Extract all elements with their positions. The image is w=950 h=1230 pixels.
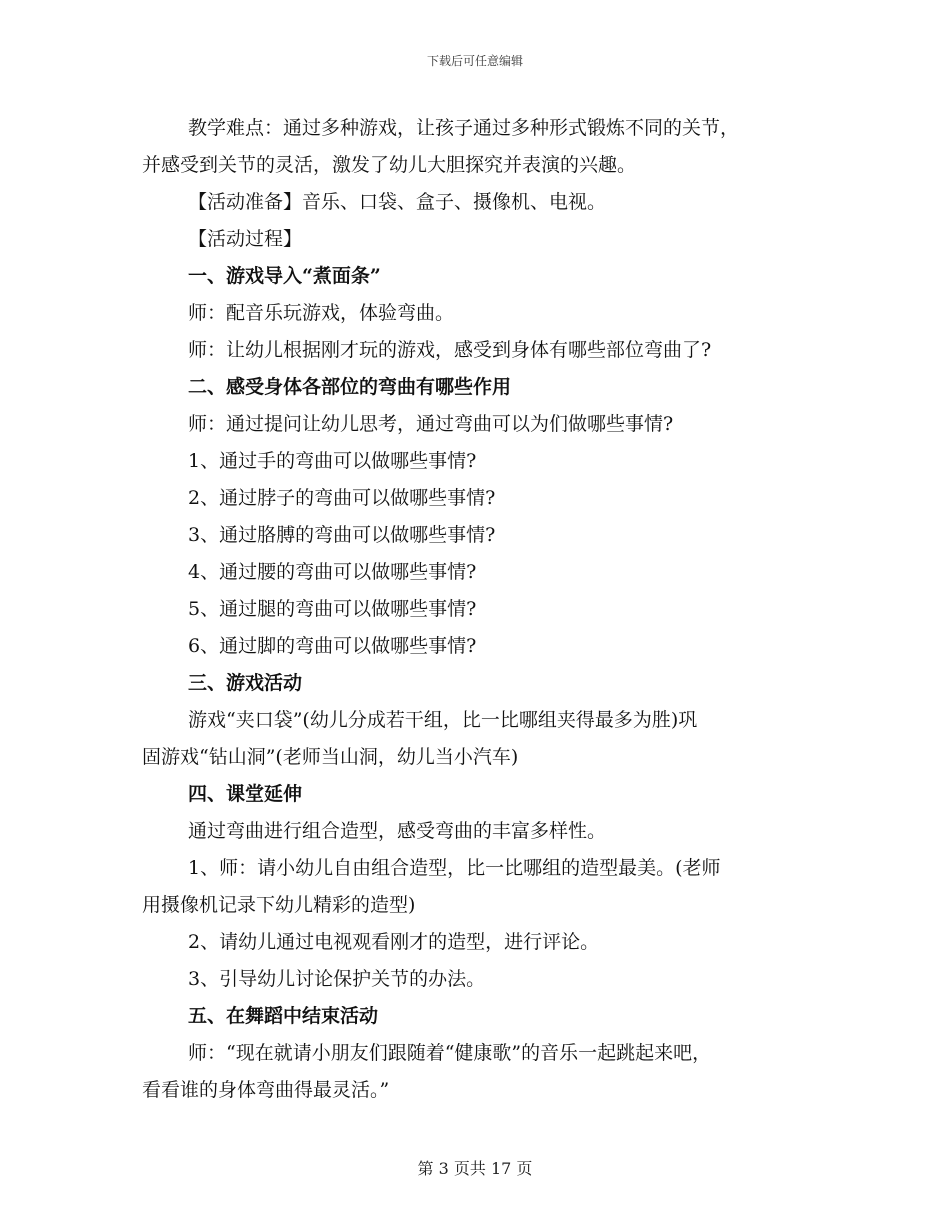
section-heading: 五、在舞蹈中结束活动 — [188, 1005, 379, 1027]
text-line: 1、通过手的弯曲可以做哪些事情? — [188, 450, 477, 472]
text-line: 【活动过程】 — [188, 228, 303, 250]
text-line: 2、请幼儿通过电视观看刚才的造型，进行评论。 — [188, 931, 600, 953]
text-line: 3、通过胳膊的弯曲可以做哪些事情? — [188, 524, 496, 546]
text-line: 并感受到关节的灵活，激发了幼儿大胆探究并表演的兴趣。 — [142, 154, 637, 176]
section-heading: 四、课堂延伸 — [188, 783, 303, 805]
text-line: 通过弯曲进行组合造型，感受弯曲的丰富多样性。 — [188, 820, 607, 842]
text-line: 【活动准备】音乐、口袋、盒子、摄像机、电视。 — [188, 191, 607, 213]
text-line: 师：通过提问让幼儿思考，通过弯曲可以为们做哪些事情? — [188, 413, 674, 435]
text-line: 教学难点：通过多种游戏，让孩子通过多种形式锻炼不同的关节， — [188, 117, 740, 139]
text-line: 1、师：请小幼儿自由组合造型，比一比哪组的造型最美。(老师 — [188, 857, 721, 879]
text-line: 固游戏“钻山洞”(老师当山洞，幼儿当小汽车) — [142, 746, 519, 768]
section-heading: 三、游戏活动 — [188, 672, 303, 694]
text-line: 师：让幼儿根据刚才玩的游戏，感受到身体有哪些部位弯曲了? — [188, 339, 712, 361]
text-line: 6、通过脚的弯曲可以做哪些事情? — [188, 635, 477, 657]
text-line: 3、引导幼儿讨论保护关节的办法。 — [188, 968, 486, 990]
text-line: 用摄像机记录下幼儿精彩的造型) — [142, 894, 416, 916]
text-line: 师：“现在就请小朋友们跟随着“健康歌”的音乐一起跳起来吧， — [188, 1042, 712, 1064]
section-heading: 一、游戏导入“煮面条” — [188, 265, 381, 287]
text-line: 2、通过脖子的弯曲可以做哪些事情? — [188, 487, 496, 509]
text-line: 游戏“夹口袋”(幼儿分成若干组，比一比哪组夹得最多为胜)巩 — [188, 709, 698, 731]
document-body — [142, 110, 808, 1109]
section-heading: 二、感受身体各部位的弯曲有哪些作用 — [188, 376, 512, 398]
text-line: 看看谁的身体弯曲得最灵活。” — [142, 1079, 390, 1101]
text-line: 4、通过腰的弯曲可以做哪些事情? — [188, 561, 477, 583]
text-line: 师：配音乐玩游戏，体验弯曲。 — [188, 302, 455, 324]
page-header: 下载后可任意编辑 — [426, 54, 523, 68]
text-line: 5、通过腿的弯曲可以做哪些事情? — [188, 598, 477, 620]
page-footer: 第 3 页共 17 页 — [417, 1159, 533, 1178]
